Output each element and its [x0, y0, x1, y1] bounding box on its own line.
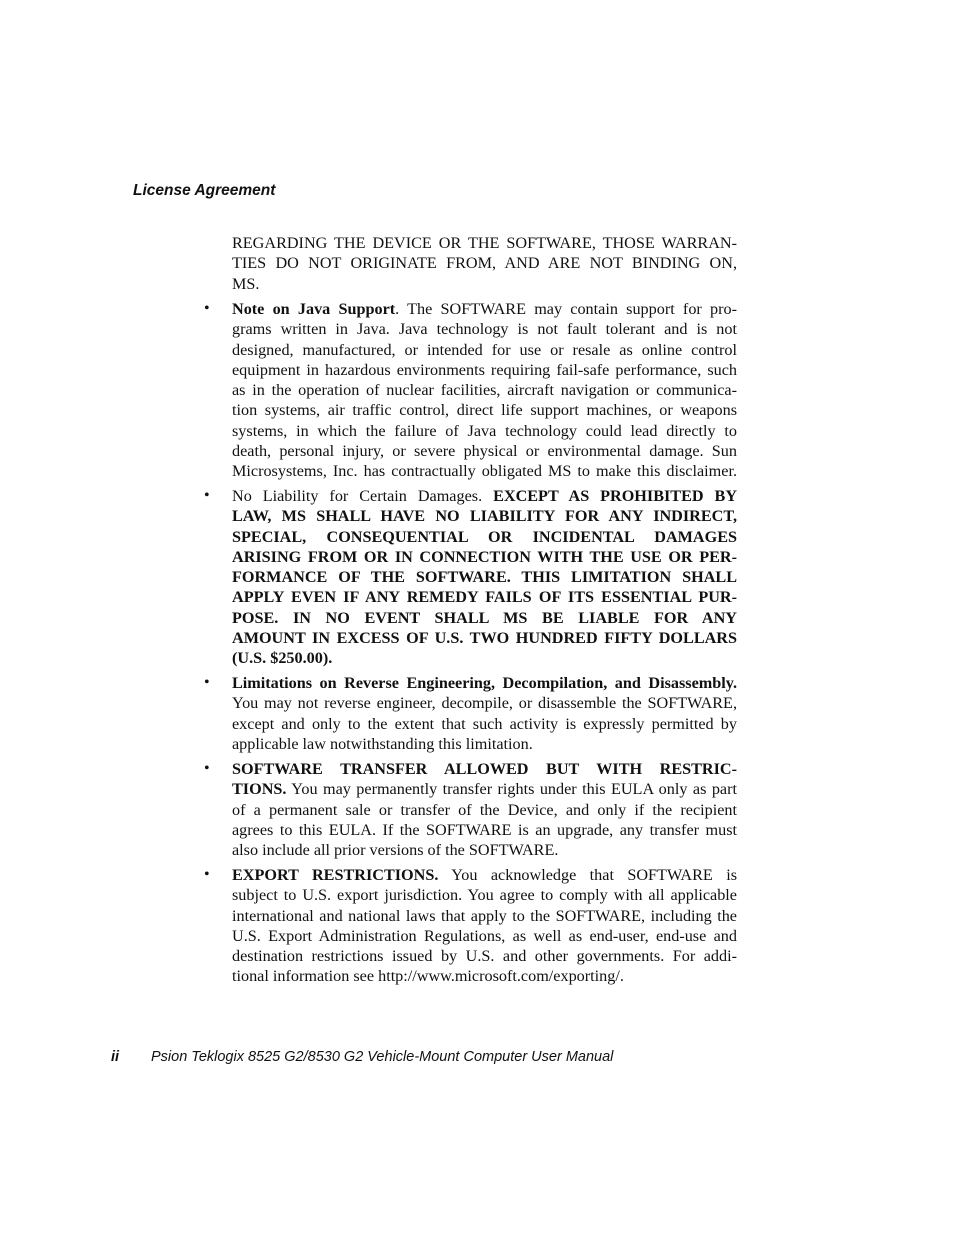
- text-line: as in the operation of nuclear facilities, aircraft navigation or communica-: [232, 381, 737, 400]
- text-line: international and national laws that apply to the SOFTWARE, including the: [232, 906, 737, 925]
- text-line: designed, manufactured, or intended for use or resale as online control: [232, 340, 737, 359]
- bold-text-line: ARISING FROM OR IN CONNECTION WITH THE USE OR PER-: [232, 547, 737, 566]
- bullet-marker: •: [204, 300, 210, 317]
- bullet-item-no-liability: [204, 486, 738, 669]
- continuation-paragraph: [232, 233, 737, 294]
- text-line: destination restrictions issued by U.S. and other governments. For addi-: [232, 947, 737, 966]
- text-line: [232, 486, 737, 506]
- text-line: systems, in which the failure of Java technology could lead directly to: [232, 421, 737, 440]
- bold-text-line: POSE. IN NO EVENT SHALL MS BE LIABLE FOR ANY: [232, 608, 737, 627]
- text-line: of a permanent sale or transfer of the Device, and only if the recipient: [232, 800, 737, 819]
- bold-text-line: APPLY EVEN IF ANY REMEDY FAILS OF ITS ESSENTIAL PUR-: [232, 588, 737, 607]
- inline-text: You may permanently transfer rights under this EULA only as part: [286, 780, 737, 799]
- inline-text: You acknowledge that SOFTWARE is: [438, 866, 737, 884]
- running-header: License Agreement: [133, 182, 276, 199]
- text-line: MS.: [232, 274, 260, 293]
- bullet-item-java-support: [204, 299, 737, 482]
- text-line: You may not reverse engineer, decompile, or disassemble the SOFTWARE,: [232, 694, 737, 713]
- text-line: equipment in hazardous environments requiring fail-safe performance, such: [232, 360, 737, 379]
- text-line: death, personal injury, or severe physical or environmental damage. Sun: [232, 442, 737, 461]
- text-line: agrees to this EULA. If the SOFTWARE is an upgrade, any transfer must: [232, 820, 737, 839]
- bold-text-line: AMOUNT IN EXCESS OF U.S. TWO HUNDRED FIFTY DOLLARS: [232, 629, 737, 648]
- bullet-item-export-restrictions: [204, 865, 737, 987]
- text-line: tion systems, air traffic control, direct life support machines, or weapons: [232, 401, 737, 420]
- text-line: applicable law notwithstanding this limitation.: [232, 734, 533, 753]
- bold-lead: Note on Java Support: [232, 300, 396, 318]
- bold-text-line: SPECIAL, CONSEQUENTIAL OR INCIDENTAL DAMAGES: [232, 527, 737, 546]
- bold-text-line: FORMANCE OF THE SOFTWARE. THIS LIMITATION SHALL: [232, 568, 737, 587]
- inline-text: No Liability for Certain Damages.: [232, 487, 494, 505]
- text-line: Microsystems, Inc. has contractually obligated MS to make this disclaimer.: [232, 462, 737, 481]
- bullet-item-software-transfer: [204, 759, 737, 860]
- page-number: ii: [111, 1049, 120, 1065]
- text-line: [232, 779, 737, 799]
- bold-lead: SOFTWARE TRANSFER ALLOWED BUT WITH RESTRIC-: [232, 760, 737, 778]
- text-line: except and only to the extent that such activity is expressly permitted by: [232, 714, 737, 733]
- text-line: also include all prior versions of the SOFTWARE.: [232, 841, 559, 860]
- manual-title: Psion Teklogix 8525 G2/8530 G2 Vehicle-Mount Computer User Manual: [151, 1049, 614, 1065]
- bullet-marker: •: [204, 487, 210, 504]
- bold-text: TIONS.: [232, 780, 287, 799]
- bold-lead: EXPORT RESTRICTIONS.: [232, 866, 439, 884]
- text-line: TIES DO NOT ORIGINATE FROM, AND ARE NOT BINDING ON,: [232, 254, 737, 273]
- bold-lead: Limitations on Reverse Engineering, Decompilation, and Disassembly.: [232, 674, 737, 692]
- text-line: [232, 865, 737, 885]
- text-line: tional information see http://www.microsoft.com/exporting/.: [232, 967, 624, 986]
- text-line: U.S. Export Administration Regulations, as well as end-user, end-use and: [232, 926, 737, 945]
- bold-text: EXCEPT AS PROHIBITED BY: [493, 487, 738, 505]
- bullet-marker: •: [204, 760, 210, 777]
- inline-text: . The SOFTWARE may contain support for pro-: [395, 300, 737, 318]
- page-footer: [0, 1047, 954, 1067]
- bullet-item-reverse-engineering: [204, 673, 737, 754]
- bullet-marker: •: [204, 674, 210, 691]
- text-line: [232, 299, 737, 319]
- bullet-marker: •: [204, 866, 210, 883]
- bold-text-line: (U.S. $250.00).: [232, 649, 333, 668]
- text-line: grams written in Java. Java technology is not fault tolerant and is not: [232, 320, 737, 339]
- text-line: REGARDING THE DEVICE OR THE SOFTWARE, THOSE WARRAN-: [232, 234, 737, 252]
- bold-text-line: LAW, MS SHALL HAVE NO LIABILITY FOR ANY INDIRECT,: [232, 507, 737, 526]
- text-line: subject to U.S. export jurisdiction. You agree to comply with all applicable: [232, 886, 737, 905]
